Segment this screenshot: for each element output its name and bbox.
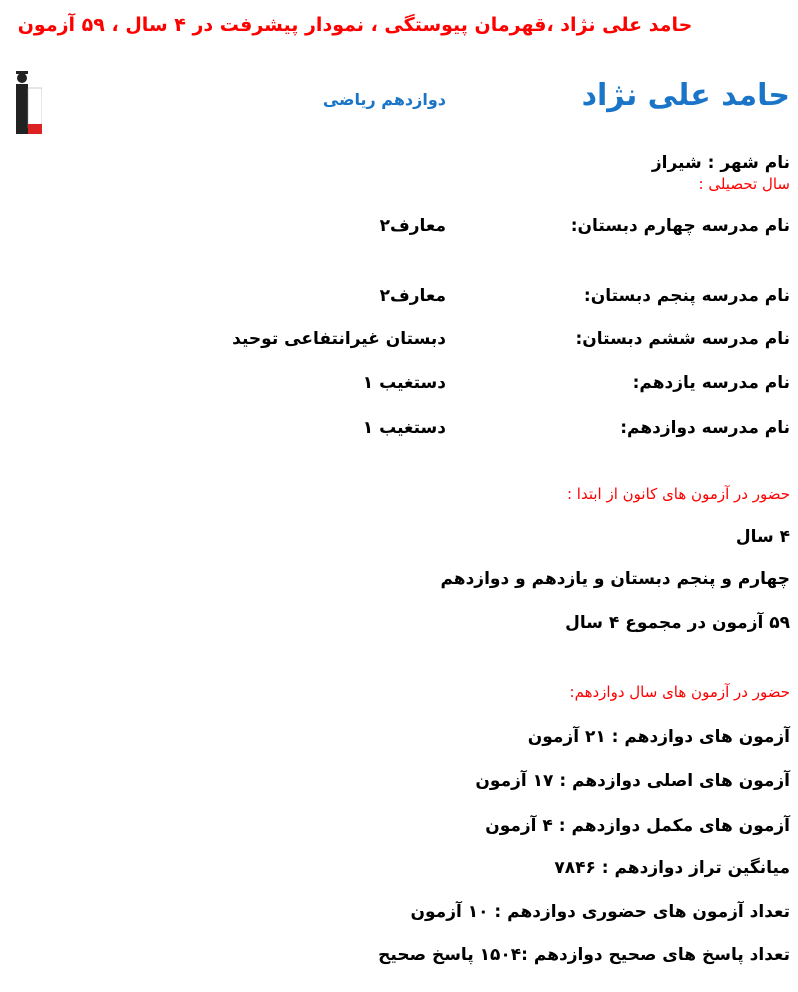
- school-label: نام مدرسه یازدهم:: [632, 373, 790, 393]
- grade12-item: آزمون های اصلی دوازدهم : ۱۷ آزمون: [475, 771, 790, 791]
- grade12-item: تعداد آزمون های حضوری دوازدهم : ۱۰ آزمون: [410, 902, 790, 922]
- city: نام شهر : شیراز: [651, 153, 790, 173]
- attendance-heading: حضور در آزمون های کانون از ابتدا :: [566, 485, 790, 503]
- school-label: نام مدرسه پنجم دبستان:: [583, 286, 790, 306]
- grade12-item: تعداد پاسخ های صحیح دوازدهم :۱۵۰۴ پاسخ صحیح: [378, 945, 790, 965]
- school-value: دستغیب ۱: [362, 418, 446, 438]
- grade12-item: آزمون های دوازدهم : ۲۱ آزمون: [527, 727, 790, 747]
- school-label: نام مدرسه چهارم دبستان:: [570, 216, 790, 236]
- grade12-item: آزمون های مکمل دوازدهم : ۴ آزمون: [485, 816, 790, 836]
- school-label: نام مدرسه ششم دبستان:: [575, 329, 790, 349]
- student-name: حامد علی نژاد: [581, 78, 790, 113]
- grade-field: دوازدهم ریاضی: [322, 90, 446, 109]
- school-label: نام مدرسه دوازدهم:: [620, 418, 790, 438]
- school-value: دبستان غیرانتفاعی توحید: [232, 329, 446, 349]
- page-title: حامد علی نژاد ،قهرمان پیوستگی ، نمودار پیشرفت در ۴ سال ، ۵۹ آزمون: [17, 14, 693, 36]
- school-value: معارف۲: [379, 216, 446, 236]
- academic-year-label: سال تحصیلی :: [698, 175, 790, 193]
- school-value: معارف۲: [379, 286, 446, 306]
- school-value: دستغیب ۱: [362, 373, 446, 393]
- grade12-heading: حضور در آزمون های سال دوازدهم:: [569, 683, 790, 701]
- attendance-item: ۴ سال: [735, 527, 790, 547]
- kanoon-logo: [12, 68, 42, 134]
- grade12-item: میانگین تراز دوازدهم : ۷۸۴۶: [554, 858, 790, 878]
- attendance-item: ۵۹ آزمون در مجموع ۴ سال: [565, 613, 790, 633]
- attendance-item: چهارم و پنجم دبستان و یازدهم و دوازدهم: [440, 569, 790, 589]
